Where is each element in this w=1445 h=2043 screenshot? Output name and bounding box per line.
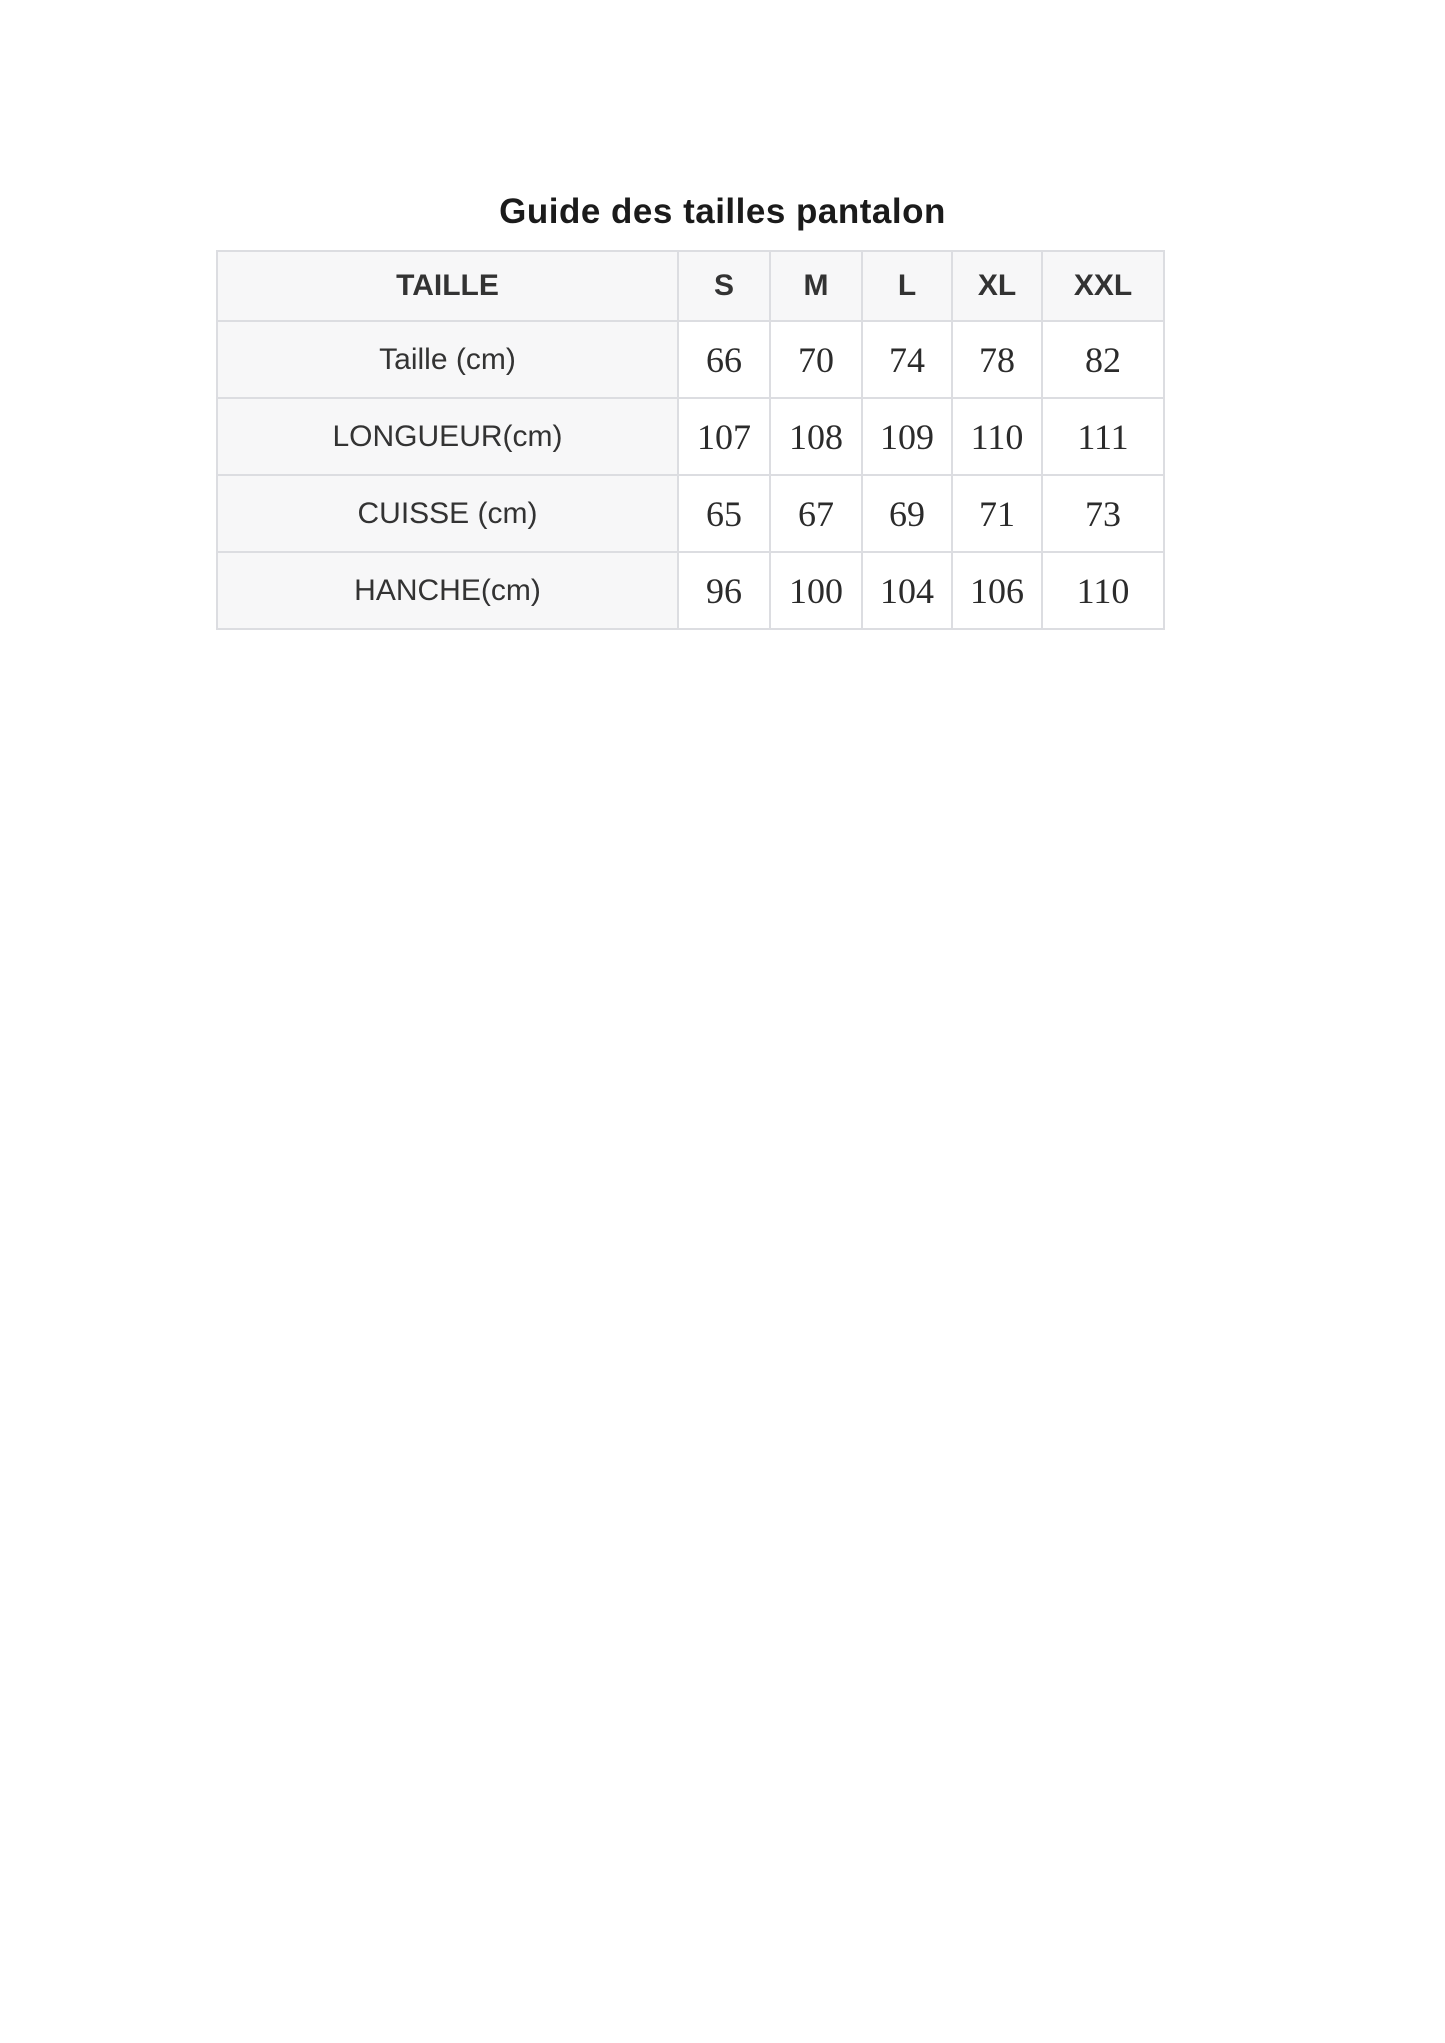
cell-value: 69: [862, 475, 952, 552]
cell-value: 67: [770, 475, 862, 552]
column-header-xxl: XXL: [1042, 251, 1164, 321]
cell-value: 71: [952, 475, 1042, 552]
row-label: Taille (cm): [217, 321, 678, 398]
cell-value: 70: [770, 321, 862, 398]
row-label: LONGUEUR(cm): [217, 398, 678, 475]
cell-value: 111: [1042, 398, 1164, 475]
row-label: CUISSE (cm): [217, 475, 678, 552]
table-row-longueur: [217, 398, 1164, 475]
cell-value: 109: [862, 398, 952, 475]
page-title: Guide des tailles pantalon: [499, 192, 946, 231]
table-row-cuisse: [217, 475, 1164, 552]
cell-value: 104: [862, 552, 952, 629]
column-header-m: M: [770, 251, 862, 321]
column-header-s: S: [678, 251, 770, 321]
header-row: [217, 251, 1164, 321]
cell-value: 65: [678, 475, 770, 552]
cell-value: 110: [1042, 552, 1164, 629]
size-guide-table: [216, 250, 1165, 630]
table-row-hanche: [217, 552, 1164, 629]
cell-value: 73: [1042, 475, 1164, 552]
row-label: HANCHE(cm): [217, 552, 678, 629]
cell-value: 108: [770, 398, 862, 475]
cell-value: 110: [952, 398, 1042, 475]
cell-value: 96: [678, 552, 770, 629]
table-row-taille: [217, 321, 1164, 398]
cell-value: 78: [952, 321, 1042, 398]
column-header-l: L: [862, 251, 952, 321]
cell-value: 106: [952, 552, 1042, 629]
cell-value: 82: [1042, 321, 1164, 398]
cell-value: 66: [678, 321, 770, 398]
cell-value: 107: [678, 398, 770, 475]
column-header-taille: TAILLE: [217, 251, 678, 321]
cell-value: 74: [862, 321, 952, 398]
cell-value: 100: [770, 552, 862, 629]
column-header-xl: XL: [952, 251, 1042, 321]
